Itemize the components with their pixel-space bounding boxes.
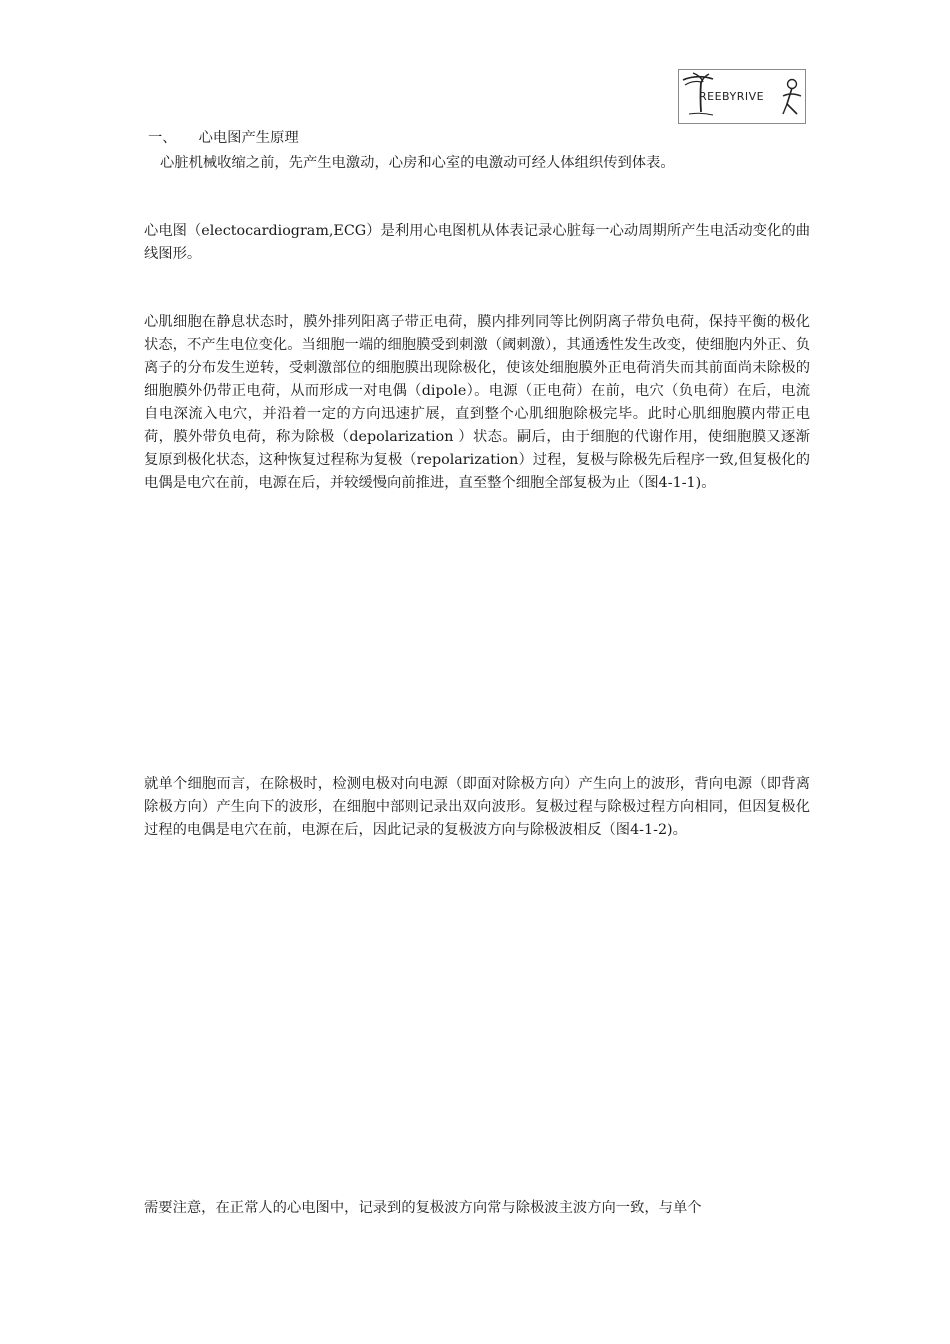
paragraph-1: 心脏机械收缩之前，先产生电激动，心房和心室的电激动可经人体组织传到体表。 [160, 155, 675, 171]
paragraph-5: 需要注意，在正常人的心电图中，记录到的复极波方向常与除极波主波方向一致，与单个 [144, 1200, 702, 1216]
logo-text: REEBYRIVE [699, 90, 765, 103]
section-heading [148, 127, 299, 150]
paragraph-2: 心电图（electocardiogram,ECG）是利用心电图机从体表记录心脏每一心动周期所产生电活动变化的曲线图形。 [144, 223, 810, 262]
section-title: 心电图产生原理 [198, 130, 299, 146]
section-number: 一、 [148, 130, 177, 146]
paragraph-3: 心肌细胞在静息状态时，膜外排列阳离子带正电荷，膜内排列同等比例阴离子带负电荷，保持平衡的极化状态，不产生电位变化。当细胞一端的细胞膜受到刺激（阈刺激），其通透性发生改变，使细胞内外正、负离子的分布发生逆转，受刺激部位的细胞膜出现除极化，使该处细胞膜外正电荷消失而其前面尚未除极的细胞膜外仍带正电荷，从而形成一对电偶（dipole）。电源（正电荷）在前，电穴（负电荷）在后，电流自电深流入电穴，并沿着一定的方向迅速扩展，直到整个心肌细胞除极完毕。此时心肌细胞膜内带正电荷，膜外带负电荷，称为除极（depolarization ）状态。嗣后，由于细胞的代谢作用，使细胞膜又逐渐复原到极化状态，这种恢复过程称为复极（repolarization）过程，复极与除极先后程序一致,但复极化的电偶是电穴在前，电源在后，并较缓慢向前推进，直至整个细胞全部复极为止（图4-1-1)。 [144, 314, 810, 491]
logo [678, 69, 806, 124]
paragraph-4: 就单个细胞而言，在除极时，检测电极对向电源（即面对除极方向）产生向上的波形，背向电源（即背离除极方向）产生向下的波形，在细胞中部则记录出双向波形。复极过程与除极过程方向相同，但因复极化过程的电偶是电穴在前，电源在后，因此记录的复极波方向与除极波相反（图4-1-2)。 [144, 776, 810, 838]
